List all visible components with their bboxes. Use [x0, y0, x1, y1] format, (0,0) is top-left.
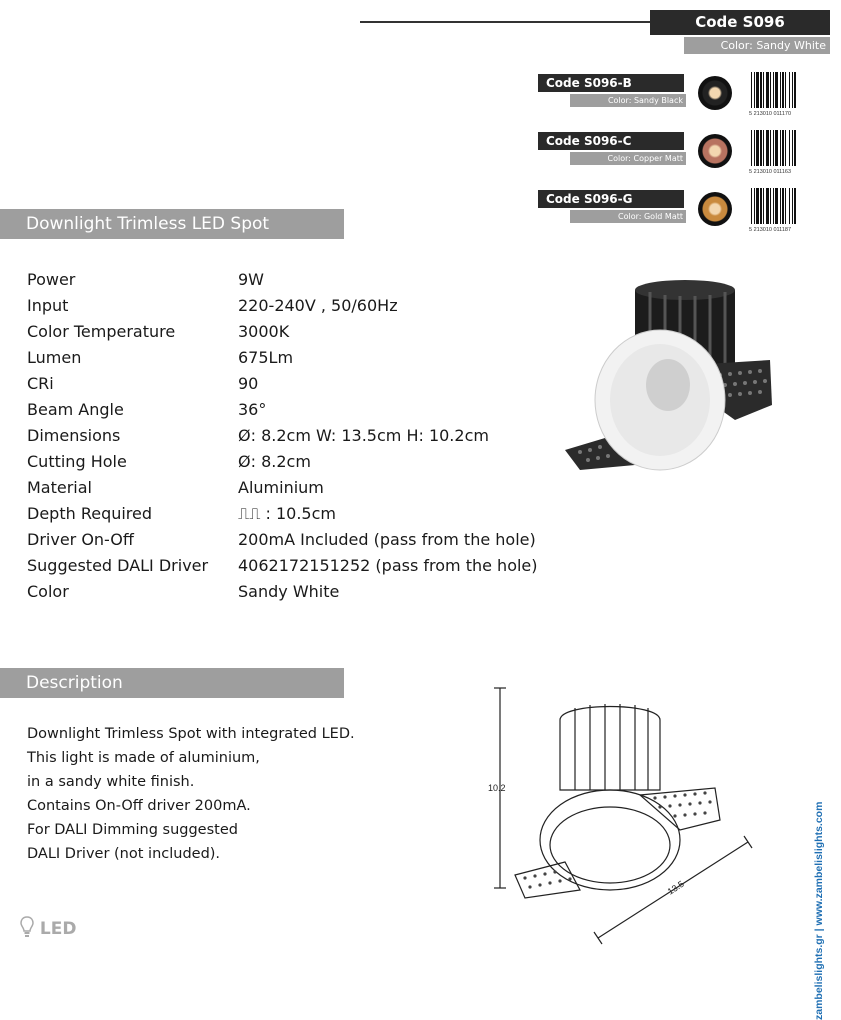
description-line: Contains On-Off driver 200mA.: [27, 798, 251, 814]
description-line: For DALI Dimming suggested: [27, 822, 238, 838]
description-line: DALI Driver (not included).: [27, 846, 221, 862]
spec-value: 36°: [238, 400, 267, 419]
spec-label: Color Temperature: [27, 322, 176, 341]
variant-color: Color: Copper Matt: [570, 152, 686, 165]
spec-label: Driver On-Off: [27, 530, 134, 549]
description-title: Description: [0, 668, 344, 698]
spec-label: Lumen: [27, 348, 82, 367]
barcode-number: 5 213010 011163: [749, 169, 792, 174]
spec-label: Dimensions: [27, 426, 121, 445]
description-line: in a sandy white finish.: [27, 774, 195, 790]
spec-row: [27, 267, 264, 293]
website-vertical: [807, 780, 827, 1020]
product-title: Downlight Trimless LED Spot: [0, 209, 344, 239]
spec-row: [27, 371, 258, 397]
variant-swatch: [698, 192, 732, 226]
spec-row: [27, 579, 339, 605]
description-line: This light is made of aluminium,: [27, 750, 260, 766]
website-text: zambelislights.gr | www.zambelislights.com: [813, 801, 825, 1020]
variant-color: Color: Gold Matt: [570, 210, 686, 223]
spec-value: Ø: 8.2cm: [238, 452, 311, 471]
spec-value: 90: [238, 374, 259, 393]
description-text: [27, 722, 427, 866]
height-dimension-label: 10.2: [488, 783, 506, 793]
spec-value: 3000K: [238, 322, 290, 341]
spec-label: Power: [27, 270, 76, 289]
description-line: Downlight Trimless Spot with integrated LED.: [27, 726, 355, 742]
led-badge: [20, 916, 76, 939]
spec-row: [27, 449, 311, 475]
variant-code: Code S096-C: [538, 132, 684, 150]
variant-swatch: [698, 134, 732, 168]
spec-label: Cutting Hole: [27, 452, 127, 471]
spec-label: Suggested DALI Driver: [27, 556, 209, 575]
spec-value: 220-240V , 50/60Hz: [238, 296, 398, 315]
spec-value: 4062172151252 (pass from the hole): [238, 556, 538, 575]
spec-row: [27, 475, 324, 501]
spec-value: 9W: [238, 270, 264, 289]
spec-label: Input: [27, 296, 69, 315]
spec-value: Aluminium: [238, 478, 324, 497]
barcode: [748, 186, 811, 232]
spec-label: Color: [27, 582, 69, 601]
header-rule: [360, 21, 650, 23]
product-image: [560, 270, 780, 485]
width-dimension-label: 13.5: [665, 878, 686, 897]
spec-value: 200mA Included (pass from the hole): [238, 530, 536, 549]
product-color: Color: Sandy White: [684, 37, 830, 54]
spec-row: [27, 345, 293, 371]
spec-label: Beam Angle: [27, 400, 124, 419]
spec-label: CRi: [27, 374, 54, 393]
spec-value: Sandy White: [238, 582, 340, 601]
spec-value: Ø: 8.2cm W: 13.5cm H: 10.2cm: [238, 426, 489, 445]
spec-label: Depth Required: [27, 504, 153, 523]
spec-row: [27, 501, 336, 527]
spec-value: 675Lm: [238, 348, 294, 367]
spec-row: [27, 553, 538, 579]
spec-value: ⎍⎍ : 10.5cm: [238, 504, 336, 523]
spec-row: [27, 423, 489, 449]
led-label: LED: [39, 919, 77, 939]
variant-code: Code S096-B: [538, 74, 684, 92]
spec-row: [27, 397, 266, 423]
bulb-icon: [20, 916, 34, 938]
spec-row: [27, 319, 289, 345]
variant-color: Color: Sandy Black: [570, 94, 686, 107]
technical-drawing: [480, 680, 760, 950]
variant-code: Code S096-G: [538, 190, 684, 208]
barcode-number: 5 213010 011170: [749, 111, 792, 116]
product-code: Code S096: [650, 10, 830, 35]
spec-row: [27, 527, 536, 553]
barcode: [748, 70, 811, 116]
barcode-number: 5 213010 011187: [749, 227, 792, 232]
spec-label: Material: [27, 478, 92, 497]
variant-swatch: [698, 76, 732, 110]
barcode: [748, 128, 811, 174]
spec-row: [27, 293, 398, 319]
